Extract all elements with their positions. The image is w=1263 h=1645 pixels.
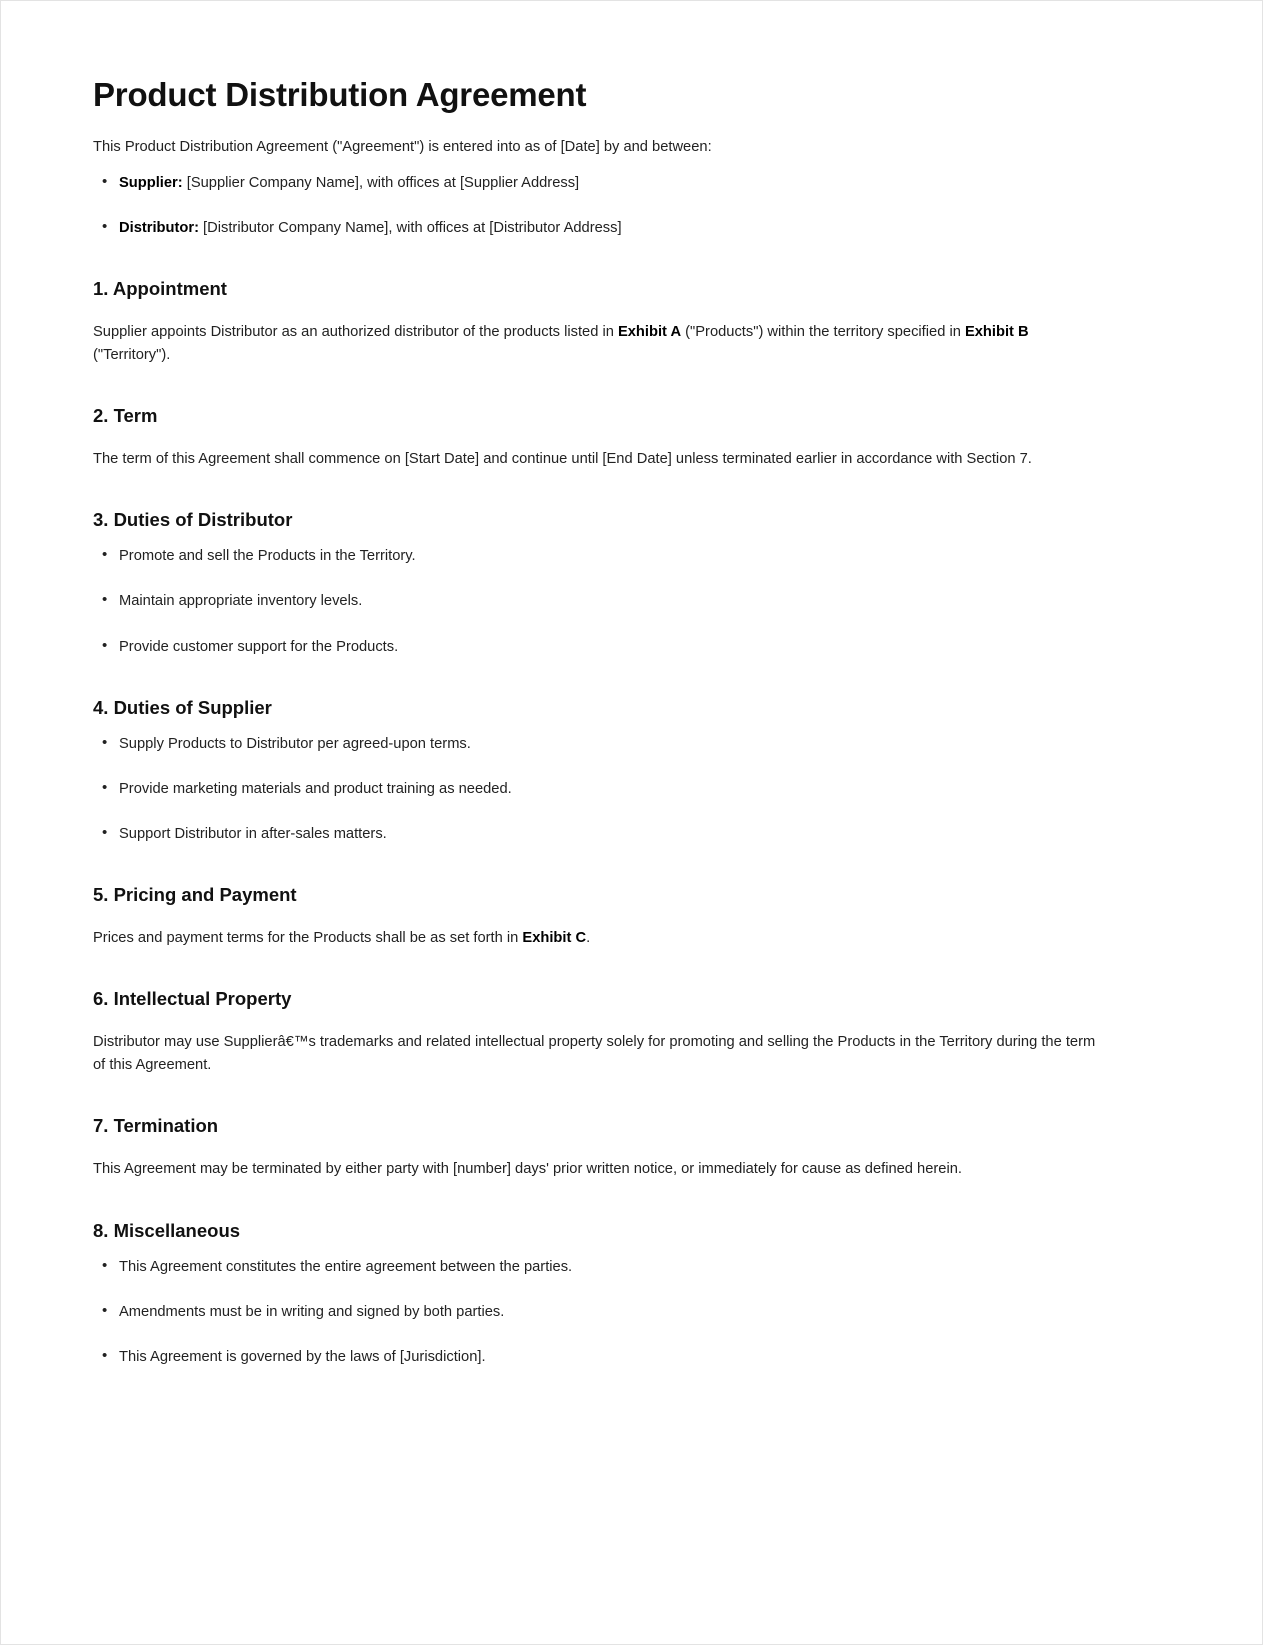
section-heading-appointment: 1. Appointment [93,278,227,300]
section-paragraph-termination: This Agreement may be terminated by either party with [number] days' prior written notice, or immediately for cause as defined herein. [93,1161,962,1178]
party-detail: [Supplier Company Name], with offices at [Supplier Address] [182,174,580,191]
section-heading-miscellaneous: 8. Miscellaneous [93,1219,241,1241]
miscellaneous-list [93,1256,1105,1368]
document-content [93,1,1105,1368]
party-role: Distributor: [119,219,199,236]
list-item: • This Agreement is governed by the laws of [Jurisdiction]. [93,1346,1105,1368]
list-item: • Support Distributor in after-sales matters. [93,823,1105,845]
text-fragment: . [586,929,591,946]
exhibit-a-reference: Exhibit A [617,324,682,341]
section-heading-termination: 7. Termination [93,1115,219,1137]
section-heading-duties-of-distributor: 3. Duties of Distributor [93,509,293,531]
list-item: • Supply Products to Distributor per agreed-upon terms. [93,733,1105,755]
section-heading-pricing-and-payment: 5. Pricing and Payment [93,883,297,905]
duties-of-distributor-list [93,545,1105,657]
list-item [93,172,1105,194]
text-fragment: Prices and payment terms for the Products shall be as set forth in [93,929,523,946]
section-paragraph-appointment [93,321,1105,366]
text-fragment: Supplier appoints Distributor as an authorized distributor of the products listed in [93,324,618,341]
intro-paragraph: This Product Distribution Agreement ("Agreement") is entered into as of [Date] by and between: [93,138,712,155]
section-paragraph-intellectual-property: Distributor may use Supplierâ€™s trademarks and related intellectual property solely for promoting and selling the Products in the Territory during the term of this Agreement. [93,1034,1096,1073]
section-paragraph-pricing [93,927,1105,949]
list-item [93,217,1105,239]
duties-of-supplier-list [93,733,1105,845]
exhibit-c-reference: Exhibit C [522,929,587,946]
list-item: • Provide marketing materials and product training as needed. [93,778,1105,800]
party-detail: [Distributor Company Name], with offices at [Distributor Address] [198,219,622,236]
list-item: • Amendments must be in writing and signed by both parties. [93,1301,1105,1323]
section-heading-term: 2. Term [93,404,158,426]
list-item: • Maintain appropriate inventory levels. [93,590,1105,612]
list-item: • Promote and sell the Products in the Territory. [93,545,1105,567]
party-role: Supplier: [119,174,183,191]
section-paragraph-term: The term of this Agreement shall commence on [Start Date] and continue until [End Date] unless terminated earlier in accordance with Section 7. [93,450,1032,467]
list-item: • This Agreement constitutes the entire agreement between the parties. [93,1256,1105,1278]
section-heading-duties-of-supplier: 4. Duties of Supplier [93,696,272,718]
list-item: • Provide customer support for the Products. [93,636,1105,658]
exhibit-b-reference: Exhibit B [964,324,1029,341]
parties-list [93,172,1105,239]
page-title: Product Distribution Agreement [93,76,587,113]
text-fragment: ("Products") within the territory specified in [681,324,965,341]
section-heading-intellectual-property: 6. Intellectual Property [93,988,292,1010]
text-fragment: ("Territory"). [93,346,171,363]
